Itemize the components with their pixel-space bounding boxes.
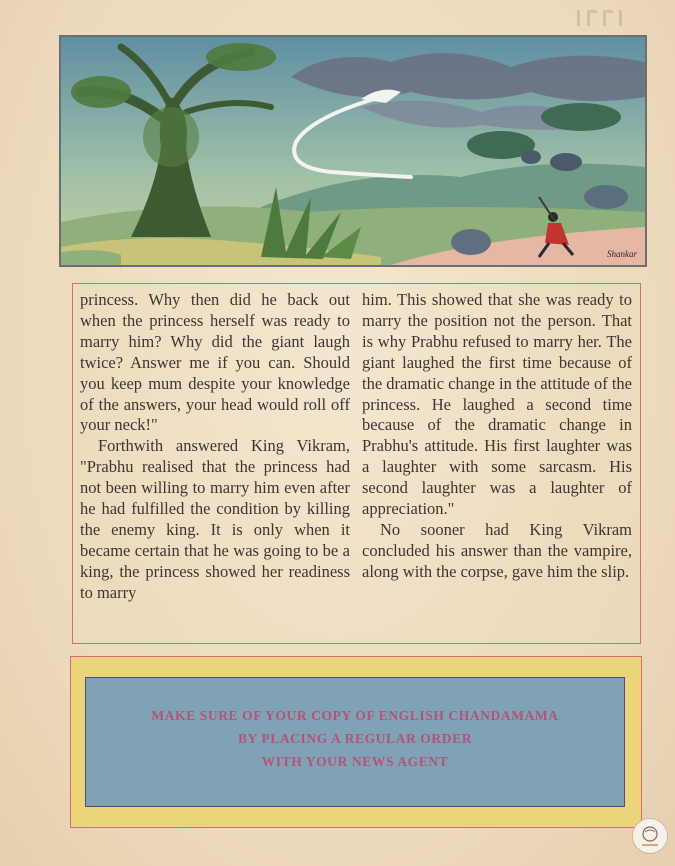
story-text-frame: [72, 283, 641, 644]
right-column: [362, 290, 632, 583]
advert-line-2: BY PLACING A REGULAR ORDER: [237, 731, 473, 746]
advert-box: [70, 656, 642, 828]
left-column: [80, 290, 350, 604]
paragraph: princess. Why then did he back out when the princess herself was ready to marry him? Why did the giant laugh twice? Answer me if you can. Should you keep mum despite your knowledge of the answers, your head would roll off your neck!": [80, 290, 350, 435]
logo-stamp: [632, 818, 668, 854]
artist-signature: Shankar: [607, 249, 637, 259]
paragraph: him. This showed that she was ready to marry the position not the person. That is why Prabhu refused to marry her. The giant laughed the first time because of the dramatic change in the attitude of the princess. He laughed a second time because of the dramatic change in Prabhu's attitude. His first laughter was a laughter with some sarcasm. His second laughter was a laughter of appreciation.": [362, 290, 632, 519]
paragraph: Forthwith answered King Vikram, "Prabhu realised that the princess had not been willing to marry him even after he had fulfilled the condition by killing the enemy king. It is only when it became certain that he was going to be a king, the princess showed her readiness to marry: [80, 436, 350, 602]
faded-print-mark: [575, 6, 635, 28]
advert-line-3: WITH YOUR NEWS AGENT: [261, 754, 449, 769]
story-illustration: [59, 35, 647, 267]
advert-panel: [85, 677, 625, 807]
paragraph: No sooner had King Vikram concluded his answer than the vampire, along with the corpse, gave him the slip.: [362, 519, 632, 581]
advert-line-1: MAKE SURE OF YOUR COPY OF ENGLISH CHANDAMAMA: [151, 708, 559, 723]
